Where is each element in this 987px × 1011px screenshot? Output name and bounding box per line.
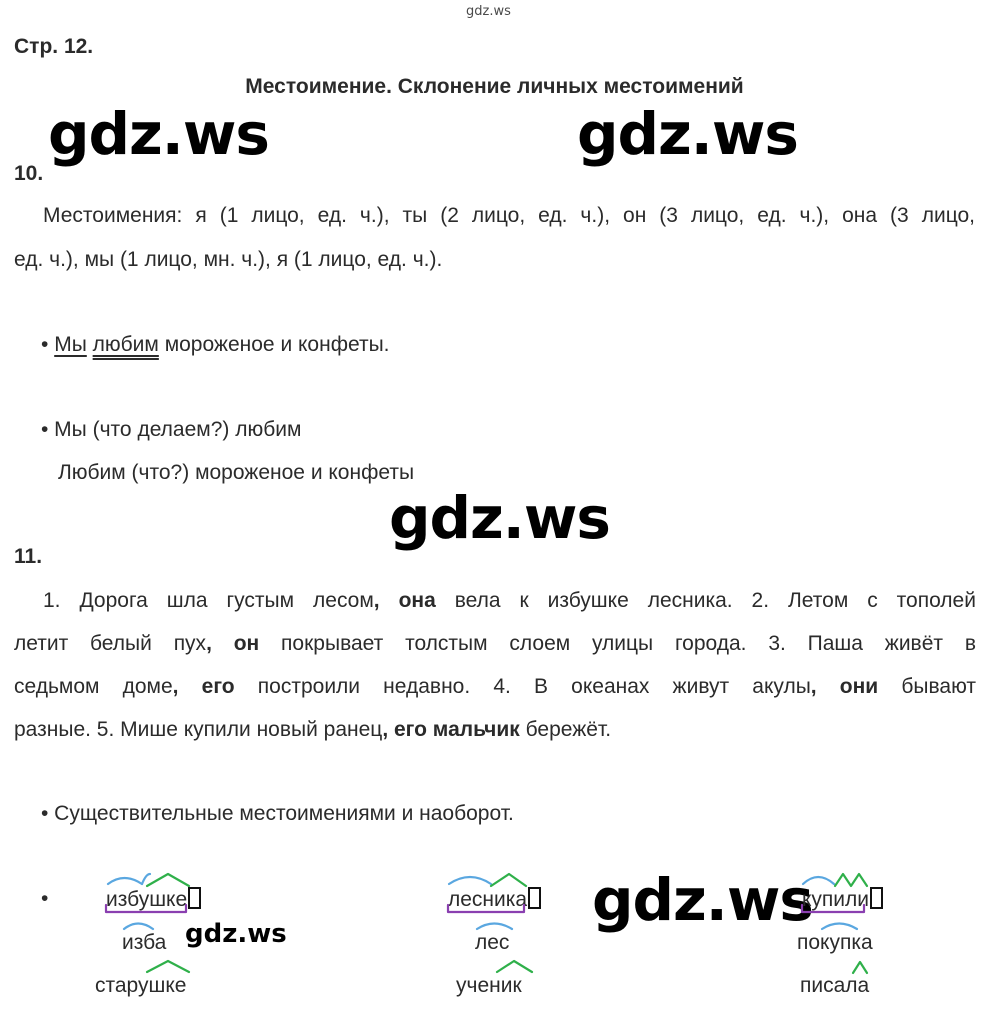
word-pokupka: покупка <box>797 931 873 954</box>
page-title <box>0 76 987 97</box>
subject-underlined: Мы <box>54 333 87 356</box>
word-bullet: • <box>41 887 49 910</box>
ending-box <box>870 887 883 909</box>
word-izbushke: избушке <box>106 887 201 912</box>
root-arc <box>449 877 491 884</box>
watermark: gdz.ws <box>389 484 610 552</box>
suffix-mark <box>497 961 532 972</box>
page-label: Стр. 12. <box>14 35 94 58</box>
ending-box <box>188 887 201 909</box>
task-10-number: 10. <box>14 162 44 185</box>
task-10-bullet1 <box>41 334 390 355</box>
word-les: лес <box>475 931 510 954</box>
root-arc <box>124 924 153 930</box>
page-title-text: Местоимение. Склонение личных местоимений <box>245 75 744 98</box>
pronoun-bold: , она <box>373 589 436 612</box>
task-10-line2: ед. ч.), мы (1 лицо, мн. ч.), я (1 лицо, ед. ч.). <box>14 248 443 271</box>
task-10-bullet2-line1: • Мы (что делаем?) любим <box>41 418 302 441</box>
task-11-line2: летит белый пух, он покрывает толстым слоем улицы города. 3. Паша живёт в <box>14 632 976 655</box>
word-pisala: писала <box>800 974 870 997</box>
word-kupili: купили <box>802 887 883 912</box>
prefix-arc <box>108 878 142 884</box>
task-11-number: 11. <box>14 545 43 568</box>
pronoun-bold: , они <box>810 675 879 698</box>
task-11-line1: 1. Дорога шла густым лесом, она вела к избушке лесника. 2. Летом с тополей <box>43 589 976 612</box>
pronoun-bold: , он <box>206 632 260 655</box>
task-11-line4: разные. 5. Мише купили новый ранец, его мальчик бережёт. <box>14 718 612 741</box>
suffix-mark <box>835 874 867 886</box>
task-11-bullet: • Существительные местоимениями и наоборот. <box>41 802 514 825</box>
watermark: gdz.ws <box>48 100 269 168</box>
suffix-mark <box>147 961 189 972</box>
suffix-mark <box>853 962 867 973</box>
task-11-line3: седьмом доме, его построили недавно. 4. В океанах живут акулы, они бывают <box>14 675 976 698</box>
pronoun-bold: , его мальчик <box>382 718 520 741</box>
pronoun-bold: , его <box>172 675 235 698</box>
word-uchenik: ученик <box>456 974 522 997</box>
suffix-mark <box>147 874 189 886</box>
word-izba: изба <box>122 931 167 954</box>
task-10-line1 <box>43 205 975 226</box>
top-watermark: gdz.ws <box>466 4 511 19</box>
predicate-double-underlined: любим <box>92 333 159 356</box>
watermark: gdz.ws <box>577 100 798 168</box>
watermark: gdz.ws <box>592 866 813 934</box>
root-arc <box>142 874 150 884</box>
word-lesnika: лесника <box>448 887 541 912</box>
task-10-line1-text: Местоимения: я (1 лицо, ед. ч.), ты (2 лицо, ед. ч.), он (3 лицо, ед. ч.), она (3 лицо, <box>43 204 975 227</box>
word-starushke: старушке <box>95 974 187 997</box>
watermark-small: gdz.ws <box>185 919 287 949</box>
root-arc <box>822 924 857 930</box>
suffix-mark <box>491 874 526 886</box>
ending-box <box>528 887 541 909</box>
root-arc <box>477 924 512 930</box>
bullet: • <box>41 333 49 356</box>
task-10-bullet2-line2: Любим (что?) мороженое и конфеты <box>58 461 415 484</box>
sentence-rest: мороженое и конфеты. <box>164 333 390 356</box>
